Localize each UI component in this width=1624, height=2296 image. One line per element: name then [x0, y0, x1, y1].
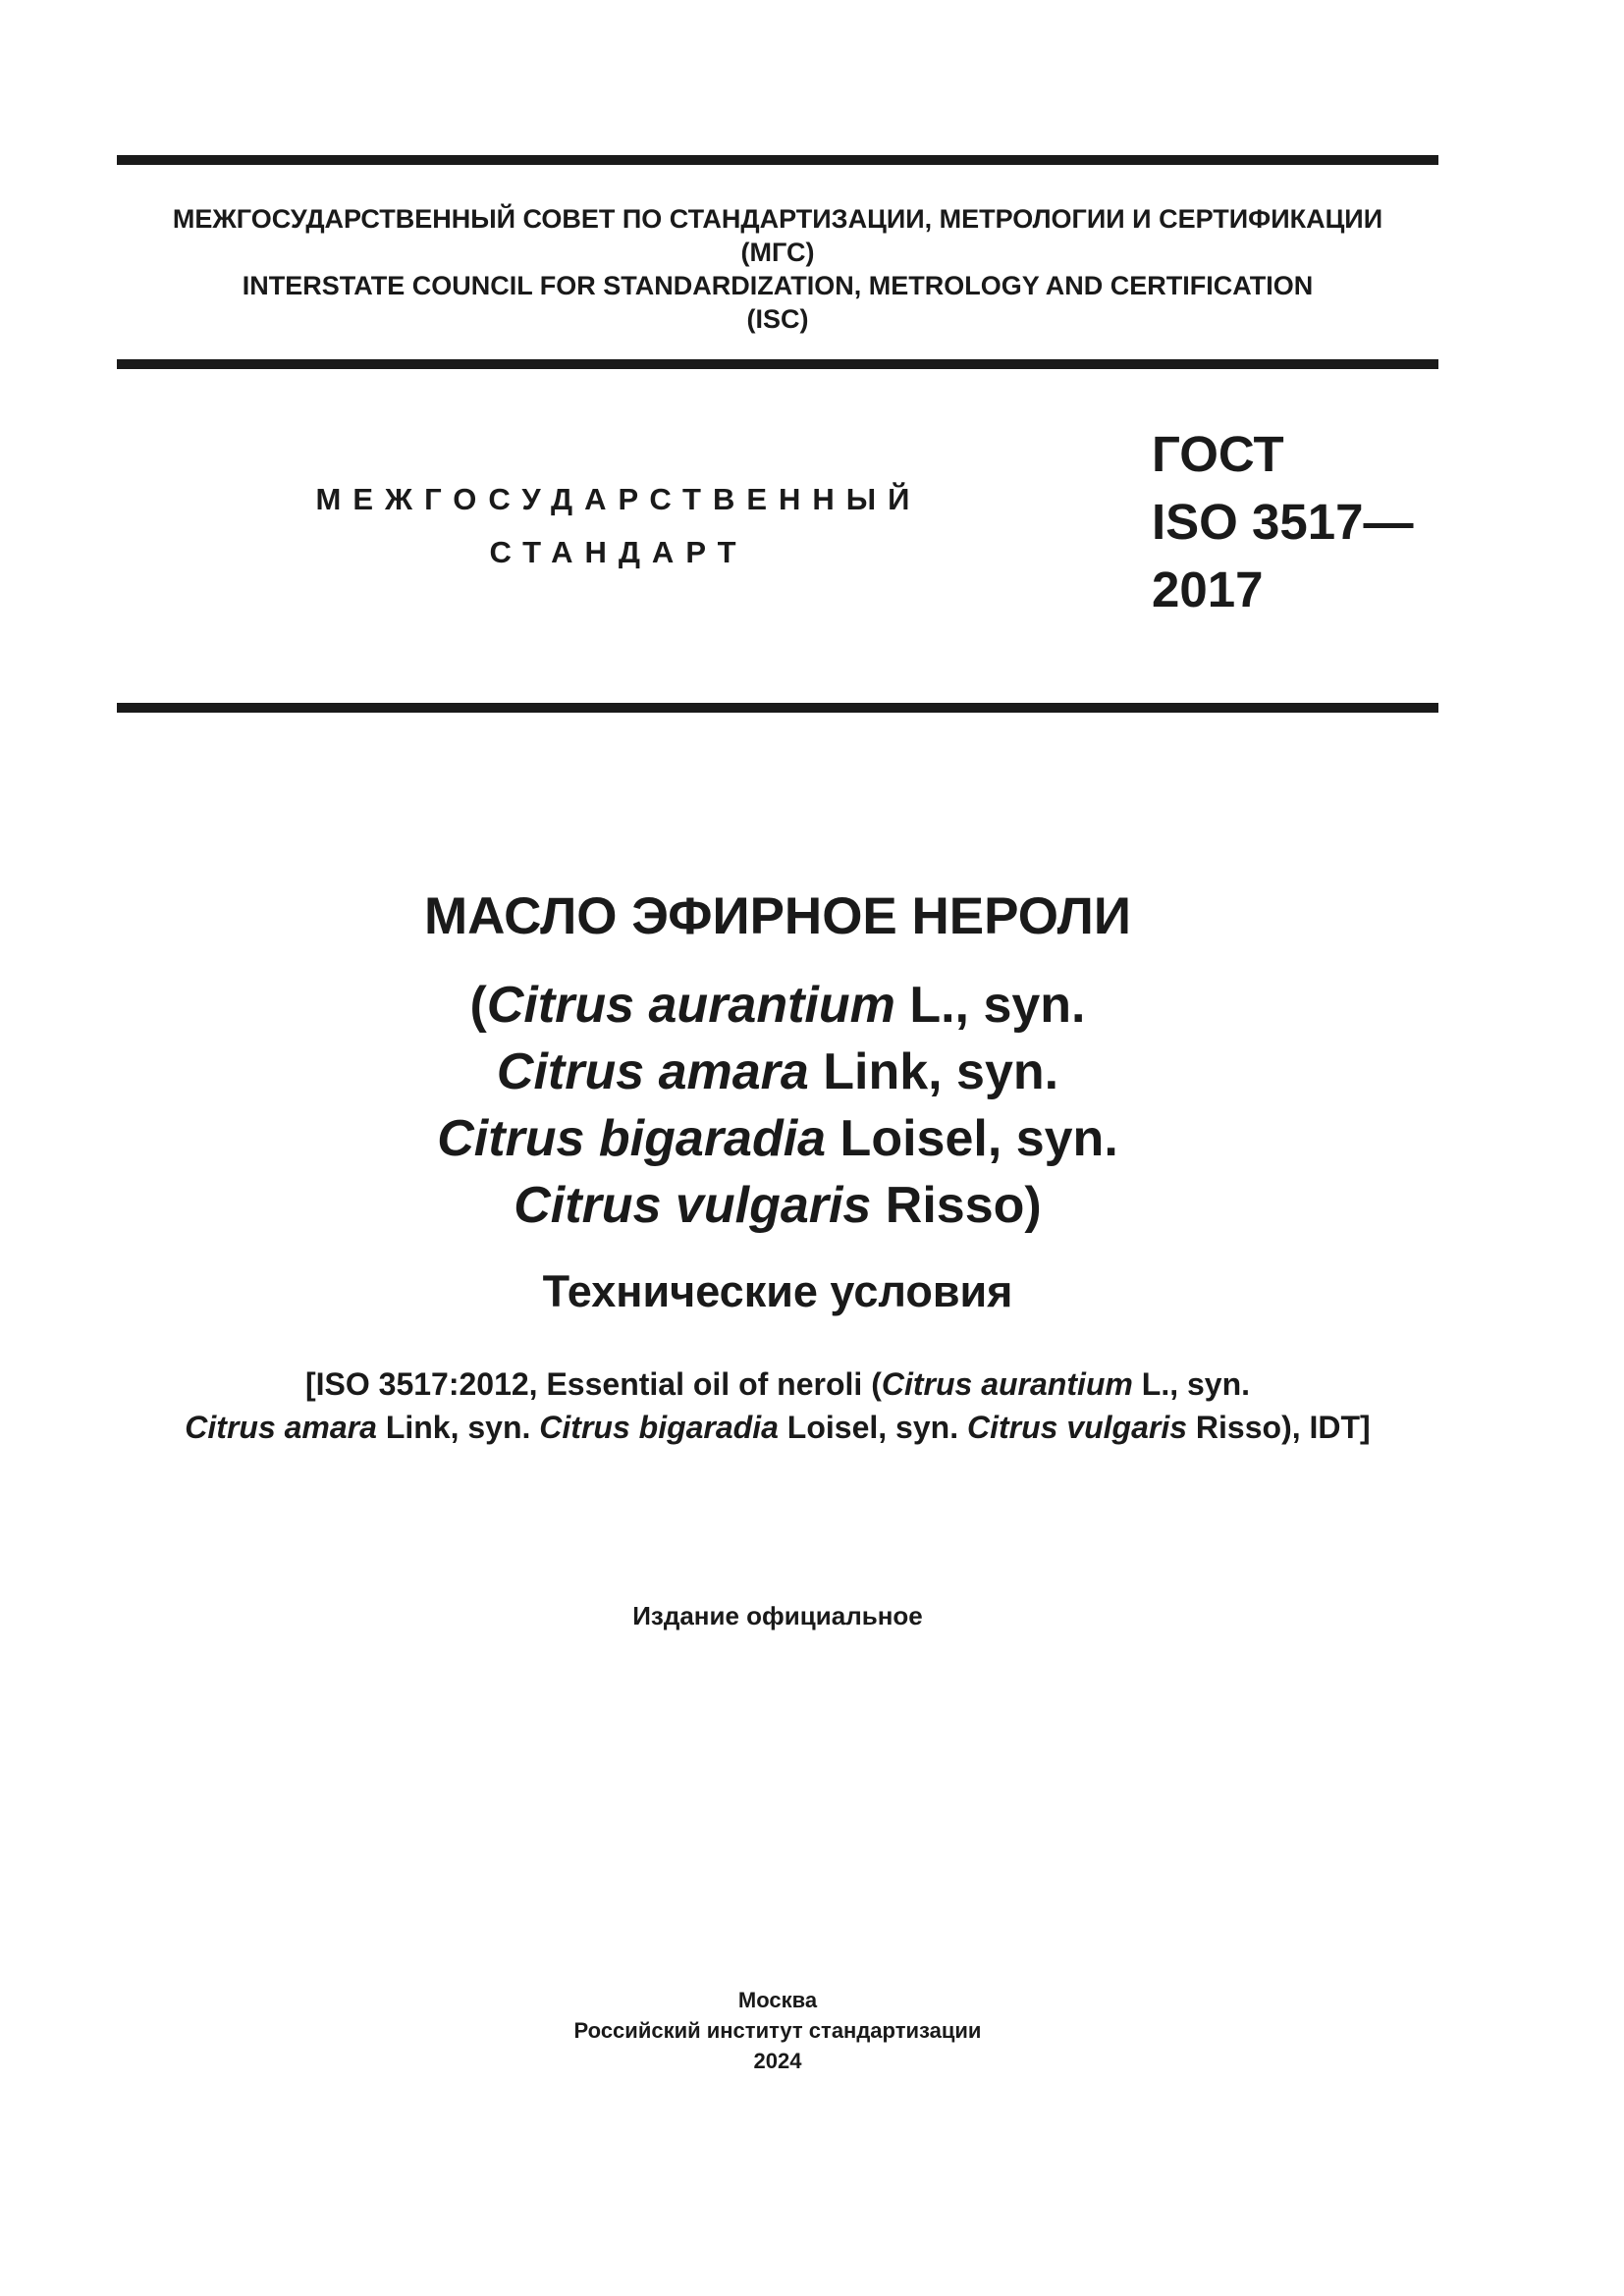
publisher-city: Москва — [737, 1988, 818, 2012]
subtitle: Технические условия — [542, 1266, 1013, 1316]
latin-line-2 — [117, 1039, 1438, 1105]
header-rule — [117, 359, 1438, 369]
iso-ref-species-4: Citrus vulgaris — [966, 1410, 1188, 1445]
iso-ref-text-5: Risso), IDT] — [1187, 1410, 1371, 1445]
iso-ref-species-3: Citrus bigaradia — [539, 1410, 779, 1445]
latin-author-2: Link, syn. — [808, 1043, 1059, 1100]
standard-type — [285, 473, 952, 579]
standard-number — [1152, 420, 1413, 623]
title-block — [117, 881, 1438, 1321]
iso-ref-text-3: Link, syn. — [376, 1410, 540, 1445]
latin-species-2: Citrus amara — [496, 1043, 809, 1100]
iso-reference-line-2 — [117, 1406, 1438, 1449]
standard-type-line1: МЕЖГОСУДАРСТВЕННЫЙ — [315, 482, 922, 516]
council-abbr-en: (ISC) — [746, 304, 809, 334]
iso-ref-text-4: Loisel, syn. — [778, 1410, 967, 1445]
latin-line-3 — [117, 1105, 1438, 1172]
standard-rule — [117, 703, 1438, 713]
iso-ref-text-1: [ISO 3517:2012, Essential oil of neroli ( — [304, 1366, 882, 1402]
latin-species-3: Citrus bigaradia — [437, 1110, 827, 1167]
latin-names — [117, 972, 1438, 1239]
latin-line-4 — [117, 1172, 1438, 1239]
council-header — [117, 202, 1438, 336]
latin-species-4: Citrus vulgaris — [514, 1177, 872, 1234]
iso-ref-species-2: Citrus amara — [185, 1410, 377, 1445]
publisher-year: 2024 — [753, 2049, 802, 2073]
standard-type-line2: СТАНДАРТ — [489, 535, 748, 569]
standard-number-line1: ГОСТ — [1152, 426, 1284, 482]
publisher-block — [117, 1985, 1438, 2076]
council-abbr-ru: (МГС) — [740, 238, 815, 267]
latin-open-paren: ( — [469, 977, 487, 1034]
edition-label: Издание официальное — [632, 1601, 923, 1630]
latin-species-1: Citrus aurantium — [486, 977, 895, 1034]
latin-author-3: Loisel, syn. — [826, 1110, 1118, 1167]
iso-reference-line-1 — [117, 1362, 1438, 1406]
council-name-ru: МЕЖГОСУДАРСТВЕННЫЙ СОВЕТ ПО СТАНДАРТИЗАЦИИ, МЕТРОЛОГИИ И СЕРТИФИКАЦИИ — [172, 204, 1383, 234]
main-title: МАСЛО ЭФИРНОЕ НЕРОЛИ — [424, 887, 1131, 945]
iso-reference — [117, 1362, 1438, 1449]
iso-ref-text-2: L., syn. — [1132, 1366, 1251, 1402]
top-rule — [117, 155, 1438, 165]
council-name-en: INTERSTATE COUNCIL FOR STANDARDIZATION, METROLOGY AND CERTIFICATION — [242, 271, 1314, 300]
standard-number-line3: 2017 — [1152, 561, 1264, 617]
latin-author-4: Risso) — [871, 1177, 1042, 1234]
standard-number-line2: ISO 3517— — [1152, 494, 1414, 550]
publisher-institute: Российский институт стандартизации — [573, 2018, 982, 2043]
iso-ref-species-1: Citrus aurantium — [881, 1366, 1133, 1402]
latin-author-1: L., syn. — [894, 977, 1086, 1034]
latin-line-1 — [117, 972, 1438, 1039]
